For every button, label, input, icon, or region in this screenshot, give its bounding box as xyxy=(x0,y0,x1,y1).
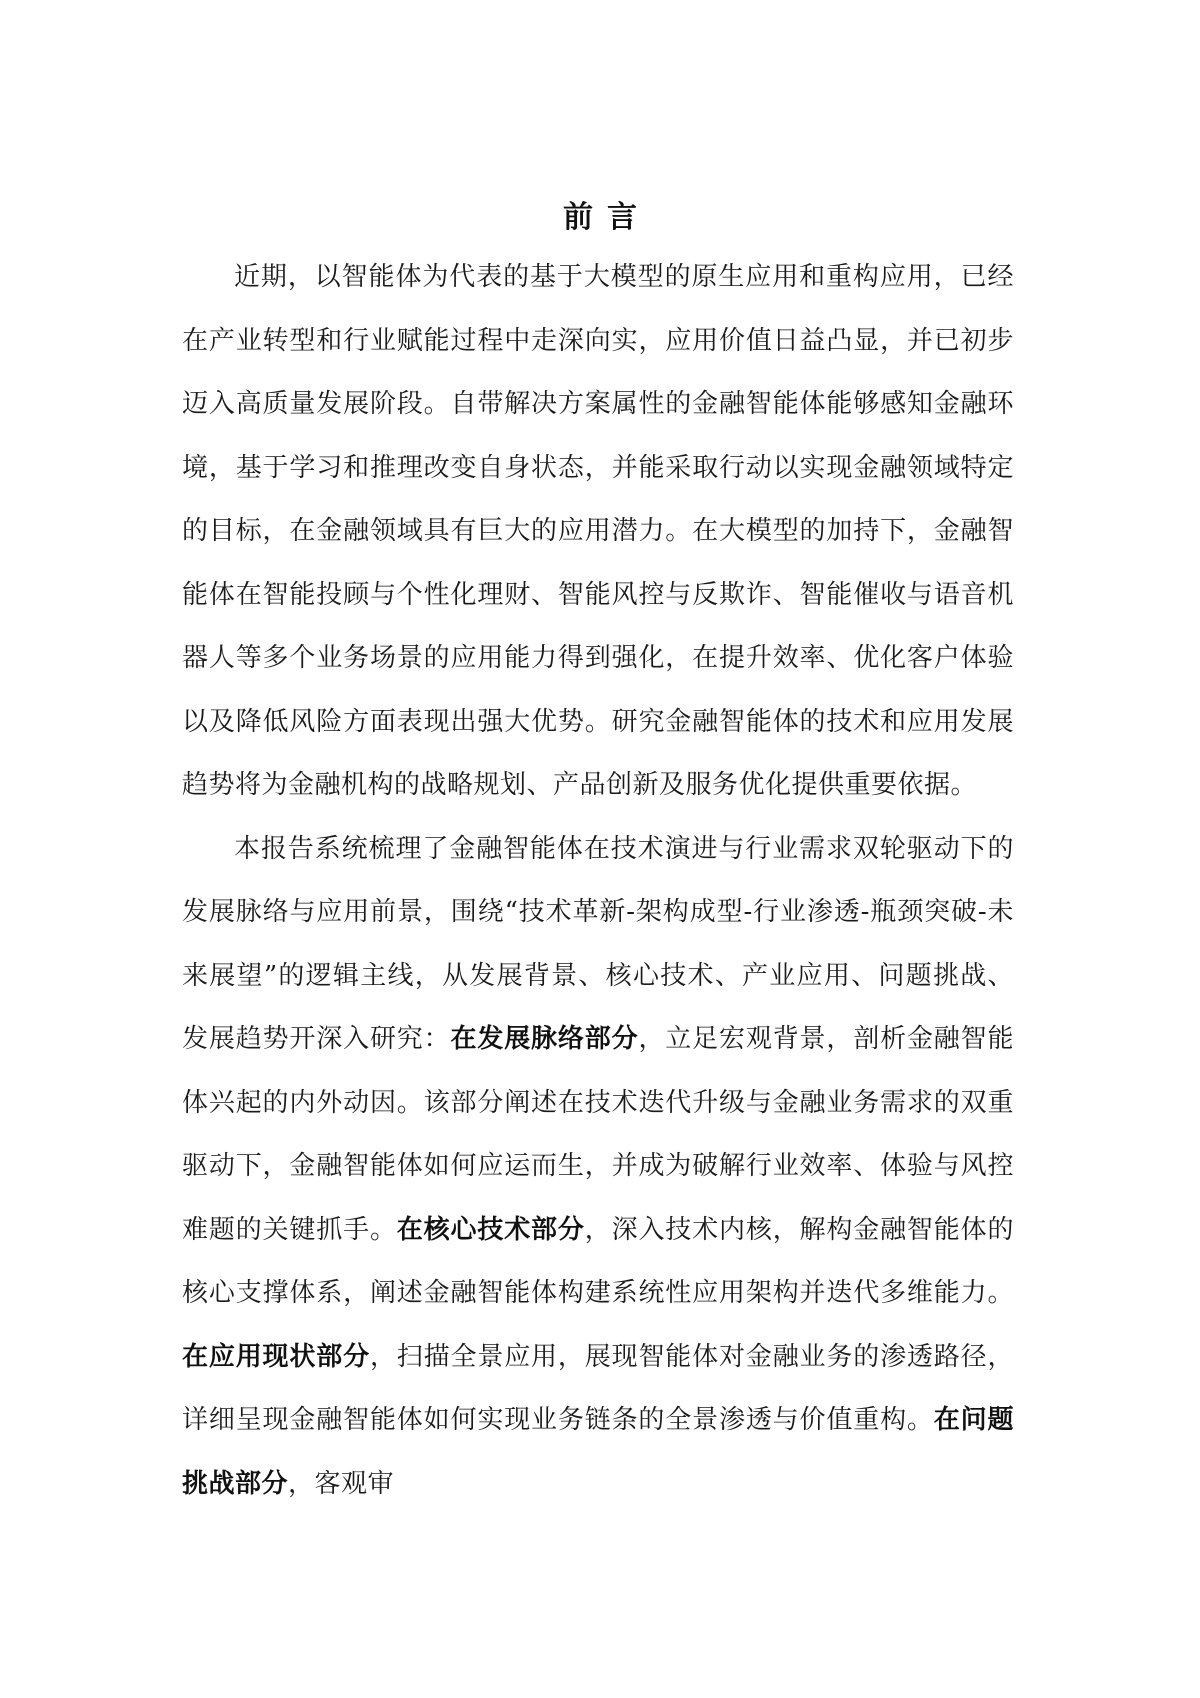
bold-heading-challenges: 在问题挑战部分 xyxy=(182,1405,1014,1499)
paragraph-text: ，深入技术内核，解构金融智能体的核心支撑体系，阐述金融智能体构建系统性应用架构并迭代多维能力。 xyxy=(182,1214,1014,1308)
bold-heading-application-status: 在应用现状部分 xyxy=(182,1341,370,1372)
bold-heading-core-tech: 在核心技术部分 xyxy=(396,1214,585,1245)
paragraph-text: 近期，以智能体为代表的基于大模型的原生应用和重构应用，已经在产业转型和行业赋能过程中走深向实，应用价值日益凸显，并已初步迈入高质量发展阶段。自带解决方案属性的金融智能体能够感知金融环境，基于学习和推理改变自身状态，并能采取行动以实现金融领域特定的目标，在金融领域具有巨大的应用潜力。在大模型的加持下，金融智能体在智能投顾与个性化理财、智能风控与反欺诈、智能催收与语音机器人等多个业务场景的应用能力得到强化，在提升效率、优化客户体验以及降低风险方面表现出强大优势。研究金融智能体的技术和应用发展趋势将为金融机构的战略规划、产品创新及服务优化提供重要依据。 xyxy=(182,262,1014,800)
paragraph-text: ，扫描全景应用，展现智能体对金融业务的渗透路径，详细呈现金融智能体如何实现业务链条的全景渗透与价值重构。 xyxy=(182,1341,1014,1435)
body-text xyxy=(182,246,1014,1516)
paragraph-text: 本报告系统梳理了金融智能体在技术演进与行业需求双轮驱动下的发展脉络与应用前景，围绕“技术革新-架构成型-行业渗透-瓶颈突破-未来展望”的逻辑主线，从发展背景、核心技术、产业应用、问题挑战、发展趋势开深入研究： xyxy=(182,833,1014,1054)
bold-heading-development: 在发展脉络部分 xyxy=(450,1024,639,1054)
paragraph-intro xyxy=(182,246,1014,818)
page-title: 前言 xyxy=(563,200,651,236)
paragraph-text: ，客观审 xyxy=(288,1468,395,1499)
paragraph-text: ，立足宏观背景，剖析金融智能体兴起的内外动因。该部分阐述在技术迭代升级与金融业务需求的双重驱动下，金融智能体如何应运而生，并成为破解行业效率、体验与风控难题的关键抓手。 xyxy=(182,1024,1014,1245)
paragraph-report-overview xyxy=(182,818,1014,1517)
